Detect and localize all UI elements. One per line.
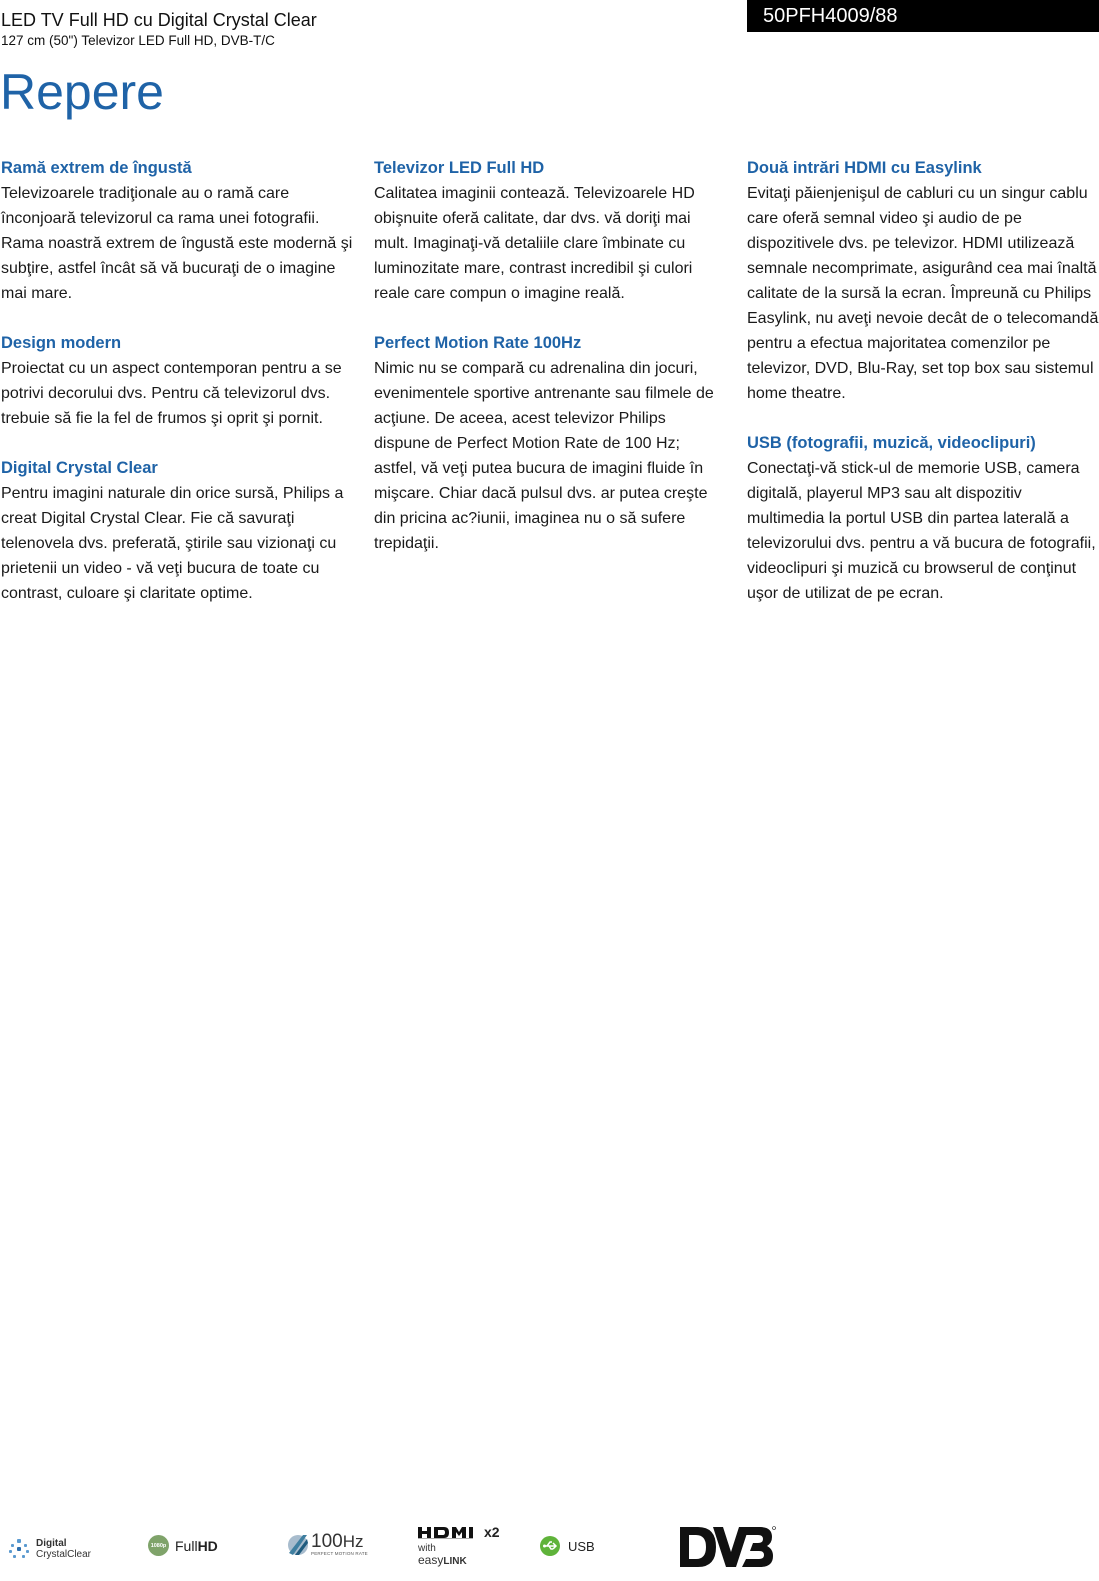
easy-text: easy: [418, 1553, 444, 1567]
section-heading: Două intrări HDMI cu Easylink: [747, 159, 982, 177]
hz-caption: PERFECT MOTION RATE: [311, 1551, 368, 1556]
hdmi-wordmark-icon: [418, 1526, 480, 1539]
hdmi-easylink-logo: [418, 1524, 500, 1568]
section-body: Conectaţi-vă stick-ul de memorie USB, camera digitală, playerul MP3 sau alt dispozitiv multimedia la portul USB din partea laterală a televizorului dvs. pentru a vă bucura de fotografii, videoclipuri şi muzică cu browserul de conţinut uşor de utilizat de pe ecran.: [747, 460, 1096, 602]
section-body: Calitatea imaginii contează. Televizoarele HD obişnuite oferă calitate, dar dvs. vă doriţi mai mult. Imaginaţi-vă detaliile clare îmbinate cu luminozitate mare, contrast incredibil şi culori reale care compun o imagine reală.: [374, 185, 695, 302]
usb-label: USB: [568, 1538, 595, 1554]
hz-value: 100: [311, 1531, 343, 1552]
dcc-line-2: CrystalClear: [36, 1549, 92, 1560]
highlight-section: [1, 456, 353, 606]
highlight-section: [374, 331, 726, 556]
hdmi-with-text: with: [418, 1543, 436, 1554]
highlight-section: [747, 156, 1099, 406]
highlights-column-1: [1, 156, 353, 631]
1080p-badge-icon: 1080p: [148, 1535, 169, 1556]
hz-unit: Hz: [342, 1532, 364, 1551]
product-title: LED TV Full HD cu Digital Crystal Clear: [1, 10, 317, 30]
section-body: Televizoarele tradiţionale au o ramă care înconjoară televizorul ca rama unei fotografii. Rama noastră extrem de îngustă este modernă şi subţire, astfel încât să vă bucuraţi de o imagine mai mare.: [1, 185, 353, 302]
hd-text: HD: [197, 1537, 218, 1554]
section-heading: Ramă extrem de îngustă: [1, 159, 192, 177]
section-heading: Perfect Motion Rate 100Hz: [374, 334, 582, 352]
section-heading: Design modern: [1, 334, 122, 352]
section-body: Pentru imagini naturale din orice sursă, Philips a creat Digital Crystal Clear. Fie că savuraţi telenovela dvs. preferată, ştirile sau vizionaţi cu prietenii un video - vă veţi bucura de toate cu contrast, culoare şi claritate optime.: [1, 485, 344, 602]
section-body: Proiectat cu un aspect contemporan pentru a se potrivi decorului dvs. Pentru că televizorul dvs. trebuie să fie la fel de frumos şi oprit şi pornit.: [1, 360, 342, 427]
highlight-section: [747, 431, 1099, 606]
highlight-section: [1, 331, 353, 431]
section-heading: USB (fotografii, muzică, videoclipuri): [747, 434, 1036, 452]
dcc-line-1: Digital: [36, 1538, 67, 1549]
crystal-dots-icon: [8, 1538, 30, 1560]
usb-icon: [539, 1535, 561, 1557]
100hz-pmr-logo: [287, 1533, 368, 1557]
full-text: Full: [175, 1537, 198, 1554]
motion-slash-icon: [287, 1533, 309, 1557]
dvb-logo-icon: [680, 1524, 776, 1570]
highlights-column-3: [747, 156, 1099, 631]
hdmi-count: x2: [484, 1524, 500, 1540]
highlights-column-2: [374, 156, 726, 581]
section-heading: Televizor LED Full HD: [374, 159, 545, 177]
digital-crystal-clear-logo: [8, 1538, 91, 1560]
highlight-section: [374, 156, 726, 306]
link-text: LINK: [443, 1556, 467, 1567]
highlight-section: [1, 156, 353, 306]
model-number-box: [747, 0, 1099, 32]
section-body: Nimic nu se compară cu adrenalina din jocuri, evenimentele sportive antrenante sau filmele de acţiune. De aceea, acest televizor Philips dispune de Perfect Motion Rate de 100 Hz; astfel, vă veţi putea bucura de imagini fluide în mişcare. Chiar dacă pulsul dvs. ar putea creşte din pricina ac?iunii, imaginea nu o să sufere trepidaţii.: [374, 360, 714, 552]
section-heading: Digital Crystal Clear: [1, 459, 158, 477]
section-body: Evitaţi păienjenişul de cabluri cu un singur cablu care oferă semnal video şi audio de pe dispozitivele dvs. pe televizor. HDMI utilizează semnale necomprimate, asigurând cea mai înaltă calitate de la sursă la ecran. Împreună cu Philips Easylink, nu aveţi nevoie decât de o telecomandă pentru a efectua majoritatea comenzilor pe televizor, DVD, Blu-Ray, set top box sau sistemul home theatre.: [747, 185, 1099, 402]
page-title: Repere: [0, 64, 164, 120]
usb-logo: [539, 1535, 595, 1557]
model-number: 50PFH4009/88: [763, 5, 898, 27]
feature-logos: [0, 1525, 1099, 1581]
product-subtitle: 127 cm (50") Televizor LED Full HD, DVB-T/C: [1, 33, 275, 48]
full-hd-logo: [148, 1535, 218, 1556]
